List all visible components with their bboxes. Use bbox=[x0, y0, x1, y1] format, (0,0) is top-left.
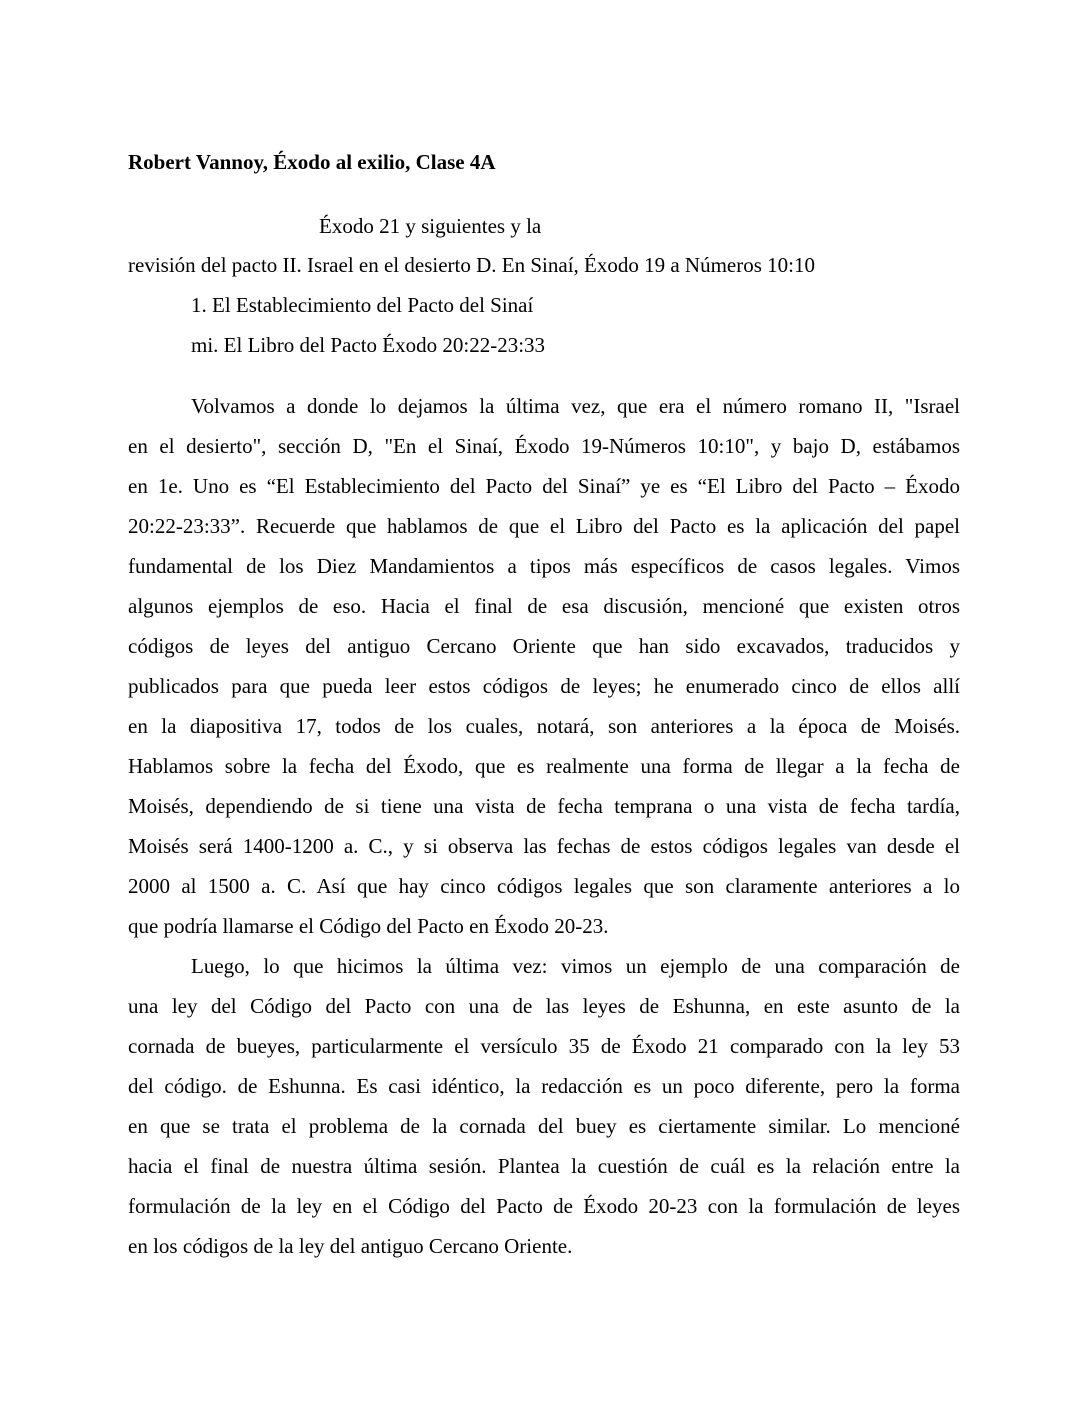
paragraph-line: fundamental de los Diez Mandamientos a tipos más específicos de casos legales. Vimos bbox=[128, 554, 960, 578]
paragraph-line: publicados para que pueda leer estos códigos de leyes; he enumerado cinco de ellos allí bbox=[128, 674, 960, 698]
paragraph-line: en los códigos de la ley del antiguo Cercano Oriente. bbox=[128, 1234, 573, 1258]
document-title: Robert Vannoy, Éxodo al exilio, Clase 4A bbox=[128, 150, 496, 174]
outline-item-1: 1. El Establecimiento del Pacto del Sinaí bbox=[191, 293, 534, 317]
paragraph-line: del código. de Eshunna. Es casi idéntico, la redacción es un poco diferente, pero la forma bbox=[128, 1074, 960, 1098]
paragraph-line: cornada de bueyes, particularmente el versículo 35 de Éxodo 21 comparado con la ley 53 bbox=[128, 1034, 960, 1058]
paragraph-line: en el desierto", sección D, "En el Sinaí, Éxodo 19-Números 10:10", y bajo D, estábamos bbox=[128, 434, 960, 458]
paragraph-line: en 1e. Uno es “El Establecimiento del Pacto del Sinaí” ye es “El Libro del Pacto – Éxodo bbox=[128, 474, 960, 498]
paragraph-line: algunos ejemplos de eso. Hacia el final de esa discusión, mencioné que existen otros bbox=[128, 594, 960, 618]
paragraph-line: formulación de la ley en el Código del Pacto de Éxodo 20-23 con la formulación de leyes bbox=[128, 1194, 960, 1218]
paragraph-line: Moisés será 1400-1200 a. C., y si observa las fechas de estos códigos legales van desde el bbox=[128, 834, 960, 858]
subtitle-line-2: revisión del pacto II. Israel en el desierto D. En Sinaí, Éxodo 19 a Números 10:10 bbox=[128, 253, 815, 277]
paragraph-line: en la diapositiva 17, todos de los cuales, notará, son anteriores a la época de Moisés. bbox=[128, 714, 960, 738]
paragraph-line: hacia el final de nuestra última sesión. Plantea la cuestión de cuál es la relación entre la bbox=[128, 1154, 960, 1178]
paragraph-line: 2000 al 1500 a. C. Así que hay cinco códigos legales que son claramente anteriores a lo bbox=[128, 874, 960, 898]
paragraph-line: Luego, lo que hicimos la última vez: vimos un ejemplo de una comparación de bbox=[191, 954, 960, 978]
paragraph-line: en que se trata el problema de la cornada del buey es ciertamente similar. Lo mencioné bbox=[128, 1114, 960, 1138]
paragraph-2 bbox=[128, 946, 960, 1266]
paragraph-line: Hablamos sobre la fecha del Éxodo, que es realmente una forma de llegar a la fecha de bbox=[128, 754, 960, 778]
paragraph-line: Moisés, dependiendo de si tiene una vista de fecha temprana o una vista de fecha tardía, bbox=[128, 794, 960, 818]
outline-item-2: mi. El Libro del Pacto Éxodo 20:22-23:33 bbox=[191, 333, 546, 357]
paragraph-line: Volvamos a donde lo dejamos la última vez, que era el número romano II, "Israel bbox=[191, 394, 960, 418]
paragraph-line: una ley del Código del Pacto con una de las leyes de Eshunna, en este asunto de la bbox=[128, 994, 960, 1018]
paragraph-line: que podría llamarse el Código del Pacto en Éxodo 20-23. bbox=[128, 914, 609, 938]
paragraph-1 bbox=[128, 386, 960, 946]
paragraph-line: códigos de leyes del antiguo Cercano Oriente que han sido excavados, traducidos y bbox=[128, 634, 960, 658]
subtitle-line-1: Éxodo 21 y siguientes y la bbox=[319, 214, 542, 238]
paragraph-line: 20:22-23:33”. Recuerde que hablamos de que el Libro del Pacto es la aplicación del papel bbox=[128, 514, 960, 538]
